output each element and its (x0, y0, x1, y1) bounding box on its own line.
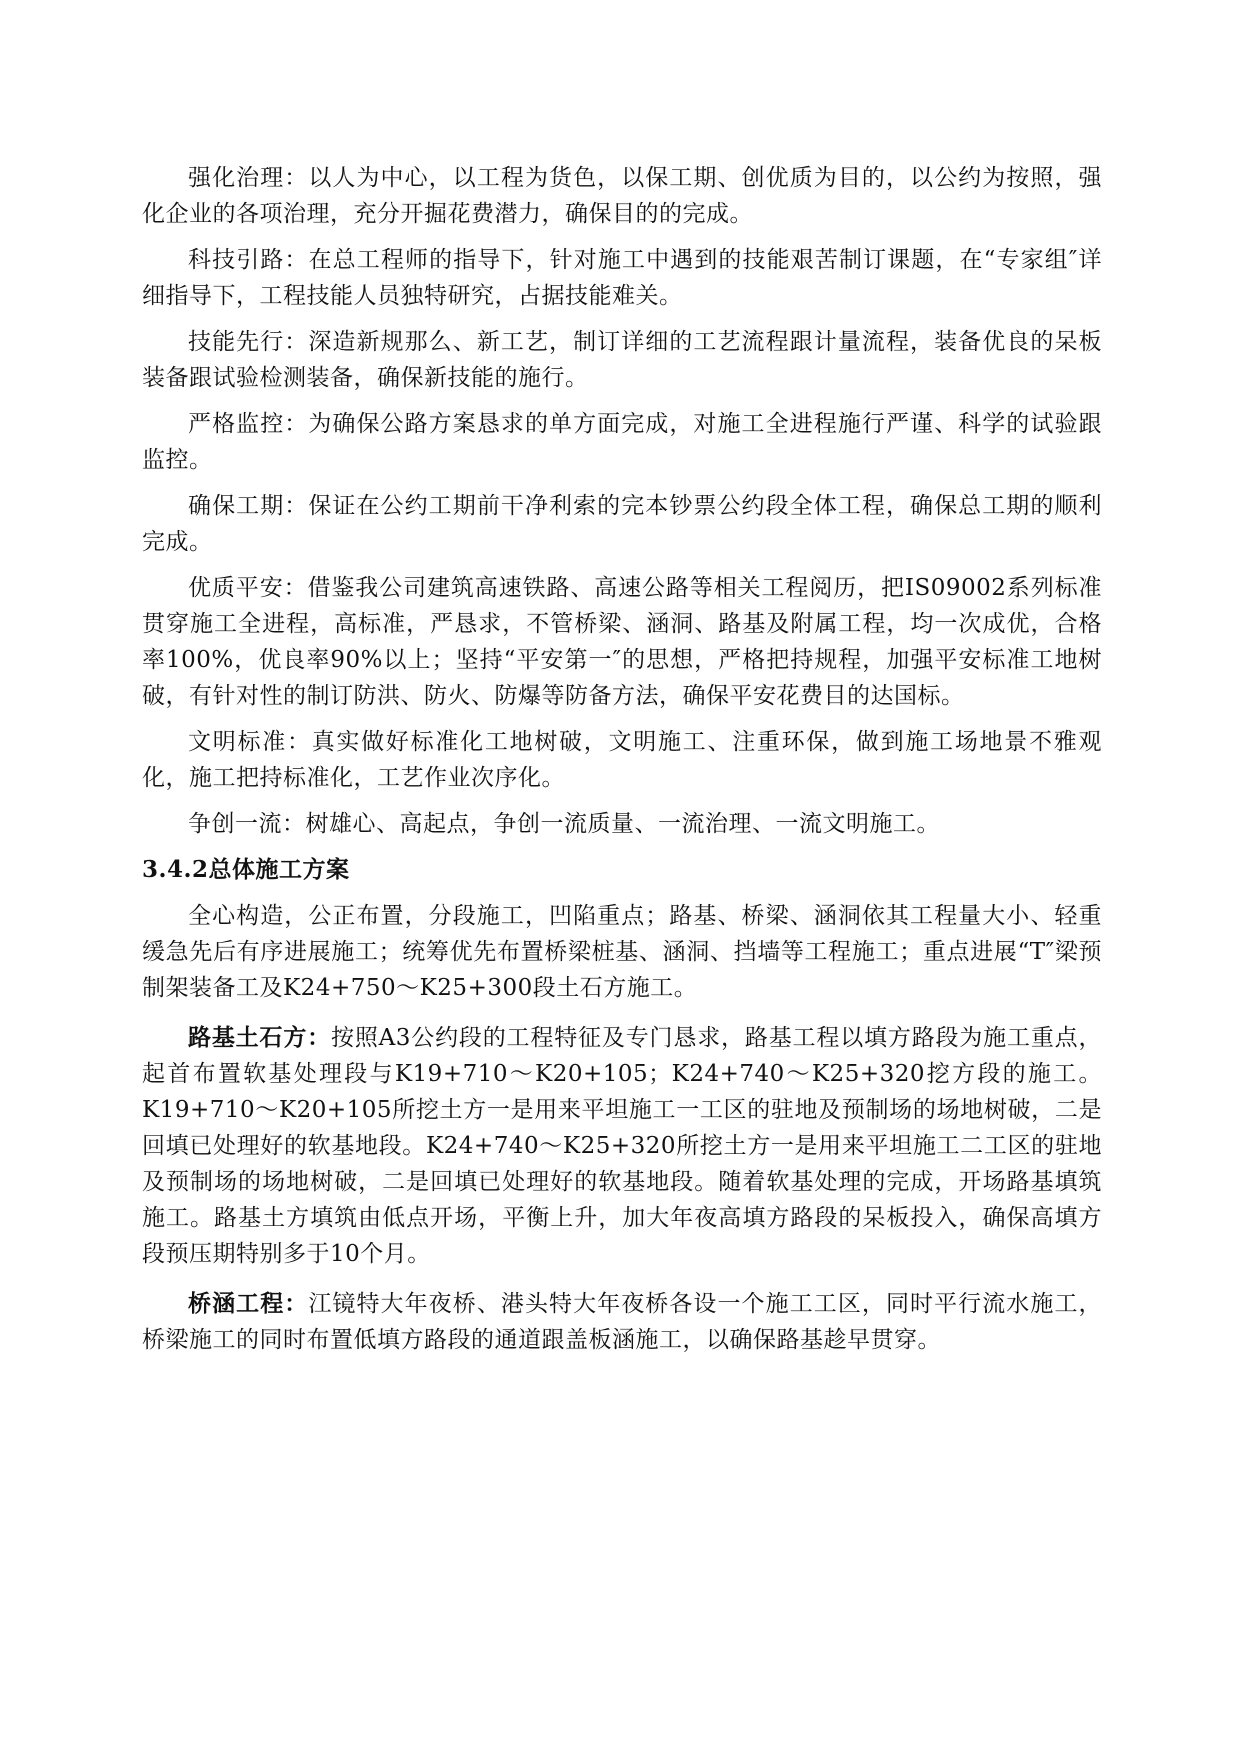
paragraph-text: 真实做好标准化工地树破，文明施工、注重环保，做到施工场地景不雅观化，施工把持标准化，工艺作业次序化。 (142, 729, 1103, 791)
paragraph-lead: 路基土石方： (188, 1024, 331, 1051)
paragraph-lead: 优质平安： (188, 575, 308, 601)
paragraph-overall-plan (142, 898, 1102, 1006)
paragraph-strengthen-management (142, 160, 1102, 232)
paragraph-text: 树雄心、高起点，争创一流质量、一流治理、一流文明施工。 (305, 811, 940, 837)
paragraph-technology-leads (142, 242, 1102, 314)
paragraph-lead: 文明标准： (188, 729, 312, 755)
paragraph-text: 深造新规那么、新工艺，制订详细的工艺流程跟计量流程，装备优良的呆板装备跟试验检测装备，确保新技能的施行。 (142, 329, 1103, 391)
paragraph-text: 在总工程师的指导下，针对施工中遇到的技能艰苦制订课题，在“专家组″详细指导下，工程技能人员独特研究，占据技能难关。 (142, 247, 1102, 309)
paragraph-lead: 技能先行： (188, 329, 309, 355)
paragraph-lead: 科技引路： (188, 247, 309, 273)
section-heading: 3.4.2总体施工方案 (142, 856, 350, 883)
paragraph-quality-safety (142, 570, 1102, 714)
paragraph-text: 保证在公约工期前干净利索的完本钞票公约段全体工程，确保总工期的顺利完成。 (142, 493, 1103, 555)
paragraph-bridge-culvert (142, 1286, 1102, 1358)
paragraph-lead: 争创一流： (188, 811, 306, 837)
document-page (142, 160, 1102, 1368)
paragraph-strive-first-class (142, 806, 1102, 842)
paragraph-technology-first (142, 324, 1102, 396)
paragraph-civilized-standard (142, 724, 1102, 796)
paragraph-text: 全心构造，公正布置，分段施工，凹陷重点；路基、桥梁、涵洞依其工程量大小、轻重缓急先后有序进展施工；统筹优先布置桥梁桩基、涵洞、挡墙等工程施工；重点进展“T″梁预制架装备工及K24+750～K25+300段土石方施工。 (142, 903, 1102, 1001)
paragraph-lead: 桥涵工程： (188, 1290, 309, 1317)
paragraph-text: 为确保公路方案恳求的单方面完成，对施工全进程施行严谨、科学的试验跟监控。 (142, 411, 1103, 473)
paragraph-text: 按照A3公约段的工程特征及专门恳求，路基工程以填方路段为施工重点，起首布置软基处理段与K19+710～K20+105；K24+740～K25+320挖方段的施工。K19+710～K20+105所挖土方一是用来平坦施工一工区的驻地及预制场的场地树破，二是回填已处理好的软基地段。K24+740～K25+320所挖土方一是用来平坦施工二工区的驻地及预制场的场地树破，二是回填已处理好的软基地段。随着软基处理的完成，开场路基填筑施工。路基土方填筑由低点开场，平衡上升，加大年夜高填方路段的呆板投入，确保高填方段预压期特别多于10个月。 (142, 1025, 1103, 1267)
paragraph-text: 江镜特大年夜桥、港头特大年夜桥各设一个施工工区，同时平行流水施工，桥梁施工的同时布置低填方路段的通道跟盖板涵施工，以确保路基趁早贯穿。 (142, 1291, 1103, 1353)
paragraph-lead: 强化治理： (188, 165, 309, 191)
paragraph-subgrade-earthwork (142, 1020, 1102, 1272)
paragraph-strict-monitoring (142, 406, 1102, 478)
paragraph-lead: 确保工期： (188, 493, 309, 519)
paragraph-text: 借鉴我公司建筑高速铁路、高速公路等相关工程阅历，把IS09002系列标准贯穿施工全进程，高标准，严恳求，不管桥梁、涵洞、路基及附属工程，均一次成优，合格率100%，优良率90%以上；坚持“平安第一″的思想，严格把持规程，加强平安标准工地树破，有针对性的制订防洪、防火、防爆等防备方法，确保平安花费目的达国标。 (142, 575, 1102, 709)
paragraph-ensure-schedule (142, 488, 1102, 560)
paragraph-lead: 严格监控： (188, 411, 309, 437)
paragraph-text: 以人为中心，以工程为货色，以保工期、创优质为目的，以公约为按照，强化企业的各项治理，充分开掘花费潜力，确保目的的完成。 (142, 165, 1103, 227)
